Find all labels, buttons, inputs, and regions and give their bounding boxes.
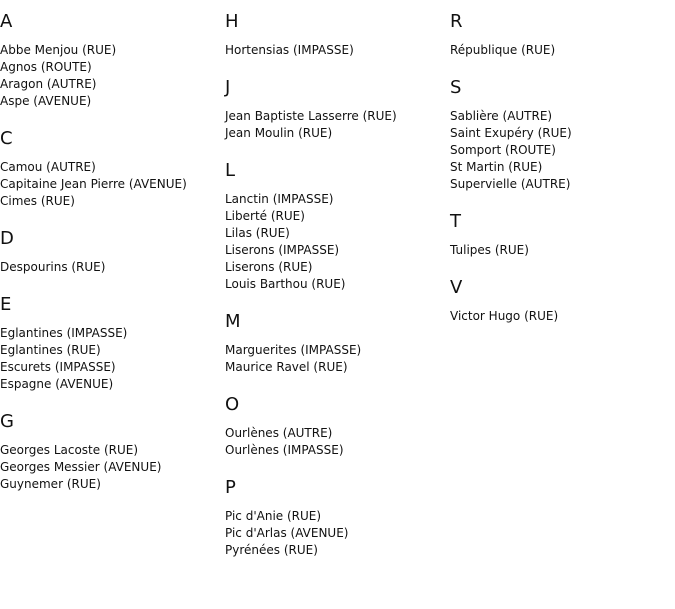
letter-heading: E bbox=[0, 294, 12, 315]
street-list bbox=[0, 259, 225, 276]
street-link[interactable]: Aragon (AUTRE) bbox=[0, 77, 97, 91]
letter-heading: R bbox=[450, 11, 463, 32]
street-list-item bbox=[225, 525, 450, 542]
letter-heading: C bbox=[0, 128, 13, 149]
street-link[interactable]: Sablière (AUTRE) bbox=[450, 109, 553, 123]
street-list-item bbox=[0, 476, 225, 493]
street-link[interactable]: Georges Messier (AVENUE) bbox=[0, 460, 162, 474]
street-list bbox=[0, 159, 225, 210]
street-link[interactable]: République (RUE) bbox=[450, 43, 556, 57]
street-list-item bbox=[0, 376, 225, 393]
street-list-item bbox=[0, 359, 225, 376]
street-list-item bbox=[225, 359, 450, 376]
street-list-item bbox=[0, 176, 225, 193]
letter-section bbox=[0, 294, 225, 393]
street-link[interactable]: Despourins (RUE) bbox=[0, 260, 106, 274]
street-link[interactable]: Maurice Ravel (RUE) bbox=[225, 360, 348, 374]
letter-section bbox=[450, 277, 675, 325]
letter-section bbox=[0, 228, 225, 276]
street-list-item bbox=[0, 59, 225, 76]
street-list bbox=[450, 308, 675, 325]
street-list-item bbox=[450, 142, 675, 159]
street-list-item bbox=[0, 259, 225, 276]
letter-section bbox=[0, 411, 225, 493]
street-link[interactable]: Jean Moulin (RUE) bbox=[225, 126, 333, 140]
street-list bbox=[0, 442, 225, 493]
street-link[interactable]: Abbe Menjou (RUE) bbox=[0, 43, 117, 57]
street-list-item bbox=[0, 459, 225, 476]
street-link[interactable]: Escurets (IMPASSE) bbox=[0, 360, 116, 374]
street-list-item bbox=[225, 259, 450, 276]
street-link[interactable]: Ourlènes (AUTRE) bbox=[225, 426, 333, 440]
street-link[interactable]: Capitaine Jean Pierre (AVENUE) bbox=[0, 177, 187, 191]
street-list-item bbox=[0, 93, 225, 110]
letter-section bbox=[0, 128, 225, 210]
street-list bbox=[225, 191, 450, 293]
letter-section bbox=[450, 11, 675, 59]
street-link[interactable]: Victor Hugo (RUE) bbox=[450, 309, 559, 323]
letter-section bbox=[450, 211, 675, 259]
letter-heading: T bbox=[450, 211, 461, 232]
letter-section bbox=[450, 77, 675, 193]
street-list-item bbox=[450, 42, 675, 59]
street-list-item bbox=[450, 176, 675, 193]
letter-heading: S bbox=[450, 77, 462, 98]
street-list bbox=[225, 508, 450, 559]
letter-section bbox=[0, 11, 225, 110]
street-link[interactable]: Somport (ROUTE) bbox=[450, 143, 556, 157]
street-link[interactable]: Liserons (RUE) bbox=[225, 260, 313, 274]
street-link[interactable]: Lilas (RUE) bbox=[225, 226, 290, 240]
letter-heading: O bbox=[225, 394, 240, 415]
street-list bbox=[0, 42, 225, 110]
street-link[interactable]: St Martin (RUE) bbox=[450, 160, 543, 174]
street-link[interactable]: Espagne (AVENUE) bbox=[0, 377, 114, 391]
street-link[interactable]: Camou (AUTRE) bbox=[0, 160, 96, 174]
street-link[interactable]: Cimes (RUE) bbox=[0, 194, 75, 208]
street-list-item bbox=[225, 191, 450, 208]
street-link[interactable]: Agnos (ROUTE) bbox=[0, 60, 92, 74]
street-list-item bbox=[0, 159, 225, 176]
street-list-item bbox=[225, 342, 450, 359]
street-list-item bbox=[225, 42, 450, 59]
street-list-item bbox=[225, 208, 450, 225]
street-list bbox=[450, 108, 675, 193]
letter-heading: P bbox=[225, 477, 236, 498]
street-link[interactable]: Saint Exupéry (RUE) bbox=[450, 126, 572, 140]
letter-heading: V bbox=[450, 277, 463, 298]
letter-section bbox=[225, 477, 450, 559]
street-index-column-3 bbox=[450, 0, 675, 325]
letter-heading: L bbox=[225, 160, 236, 181]
street-list-item bbox=[0, 76, 225, 93]
street-link[interactable]: Hortensias (IMPASSE) bbox=[225, 43, 354, 57]
letter-section bbox=[225, 311, 450, 376]
street-list-item bbox=[450, 242, 675, 259]
street-link[interactable]: Eglantines (RUE) bbox=[0, 343, 101, 357]
letter-heading: M bbox=[225, 311, 241, 332]
street-list-item bbox=[225, 242, 450, 259]
street-list-item bbox=[225, 108, 450, 125]
street-link[interactable]: Liberté (RUE) bbox=[225, 209, 305, 223]
street-link[interactable]: Jean Baptiste Lasserre (RUE) bbox=[225, 109, 397, 123]
street-link[interactable]: Pic d'Anie (RUE) bbox=[225, 509, 322, 523]
street-list-item bbox=[450, 108, 675, 125]
street-list bbox=[225, 342, 450, 376]
street-link[interactable]: Guynemer (RUE) bbox=[0, 477, 101, 491]
letter-section bbox=[225, 394, 450, 459]
street-list-item bbox=[225, 542, 450, 559]
letter-heading: H bbox=[225, 11, 239, 32]
street-list bbox=[450, 42, 675, 59]
street-link[interactable]: Marguerites (IMPASSE) bbox=[225, 343, 362, 357]
street-link[interactable]: Tulipes (RUE) bbox=[450, 243, 529, 257]
street-list-item bbox=[450, 125, 675, 142]
street-list-item bbox=[225, 425, 450, 442]
street-list bbox=[225, 42, 450, 59]
street-list bbox=[0, 325, 225, 393]
street-link[interactable]: Ourlènes (IMPASSE) bbox=[225, 443, 344, 457]
street-list-item bbox=[0, 325, 225, 342]
letter-heading: D bbox=[0, 228, 14, 249]
street-index-column-2 bbox=[225, 0, 450, 559]
letter-heading: G bbox=[0, 411, 14, 432]
street-list bbox=[450, 242, 675, 259]
street-list-item bbox=[225, 225, 450, 242]
street-list-item bbox=[450, 308, 675, 325]
letter-heading: J bbox=[225, 77, 231, 98]
street-list-item bbox=[0, 193, 225, 210]
street-list bbox=[225, 425, 450, 459]
street-list-item bbox=[0, 442, 225, 459]
letter-section bbox=[225, 77, 450, 142]
street-link[interactable]: Supervielle (AUTRE) bbox=[450, 177, 571, 191]
street-link[interactable]: Aspe (AVENUE) bbox=[0, 94, 92, 108]
street-list-item bbox=[225, 125, 450, 142]
letter-heading: A bbox=[0, 11, 13, 32]
letter-section bbox=[225, 160, 450, 293]
street-list bbox=[225, 108, 450, 142]
street-list-item bbox=[225, 276, 450, 293]
street-index-column-1 bbox=[0, 0, 225, 493]
street-list-item bbox=[450, 159, 675, 176]
street-list-item bbox=[225, 508, 450, 525]
street-list-item bbox=[0, 42, 225, 59]
street-link[interactable]: Liserons (IMPASSE) bbox=[225, 243, 340, 257]
street-list-item bbox=[225, 442, 450, 459]
street-link[interactable]: Louis Barthou (RUE) bbox=[225, 277, 346, 291]
street-link[interactable]: Pyrénées (RUE) bbox=[225, 543, 318, 557]
street-link[interactable]: Lanctin (IMPASSE) bbox=[225, 192, 334, 206]
letter-section bbox=[225, 11, 450, 59]
street-link[interactable]: Georges Lacoste (RUE) bbox=[0, 443, 139, 457]
street-link[interactable]: Pic d'Arlas (AVENUE) bbox=[225, 526, 349, 540]
street-list-item bbox=[0, 342, 225, 359]
street-link[interactable]: Eglantines (IMPASSE) bbox=[0, 326, 128, 340]
